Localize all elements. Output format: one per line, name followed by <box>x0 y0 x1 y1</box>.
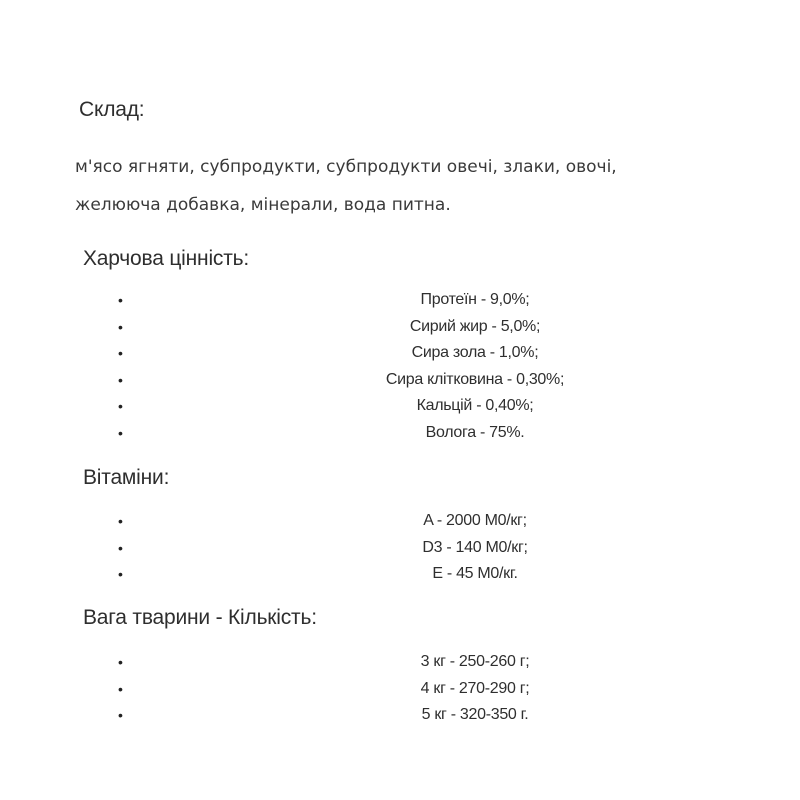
nutrition-list <box>0 287 800 447</box>
list-item <box>0 702 800 729</box>
bullet-icon: • <box>118 424 123 441</box>
nutrition-item: Сирий жир - 5,0%; <box>409 317 541 335</box>
list-item <box>0 367 800 394</box>
nutrition-item: Кальцій - 0,40%; <box>416 397 534 415</box>
bullet-icon: • <box>118 318 123 335</box>
vitamin-item: D3 - 140 М0/кг; <box>422 538 528 556</box>
vitamins-title: Вітаміни: <box>83 466 170 489</box>
nutrition-item: Протеїн - 9,0%; <box>420 291 530 308</box>
vitamins-list <box>0 508 800 588</box>
nutrition-item: Сира клітковина - 0,30%; <box>385 370 565 388</box>
vitamin-item: E - 45 М0/кг. <box>432 565 518 583</box>
nutrition-item: Сира зола - 1,0%; <box>411 344 539 362</box>
bullet-icon: • <box>118 654 123 670</box>
composition-title: Склад: <box>79 98 145 121</box>
composition-line: м'ясо ягняти, субпродукти, субпродукти овечі, злаки, овочі, <box>75 157 617 177</box>
weight-item: 4 кг - 270-290 г; <box>420 679 530 697</box>
bullet-icon: • <box>118 398 123 415</box>
bullet-icon: • <box>118 345 123 362</box>
list-item <box>0 287 800 314</box>
weight-quantity-list <box>0 649 800 729</box>
list-item <box>0 508 800 535</box>
weight-quantity-title: Вага тварини - Кількість: <box>83 606 317 629</box>
bullet-icon: • <box>118 292 123 308</box>
list-item <box>0 535 800 562</box>
nutrition-item: Волога - 75%. <box>425 423 525 441</box>
weight-item: 3 кг - 250-260 г; <box>420 653 530 670</box>
bullet-icon: • <box>118 566 123 583</box>
list-item <box>0 649 800 676</box>
bullet-icon: • <box>118 539 123 556</box>
list-item <box>0 561 800 588</box>
weight-item: 5 кг - 320-350 г. <box>421 706 529 724</box>
list-item <box>0 393 800 420</box>
bullet-icon: • <box>118 371 123 388</box>
bullet-icon: • <box>118 707 123 724</box>
composition-line: желююча добавка, мінерали, вода питна. <box>75 195 451 215</box>
list-item <box>0 314 800 341</box>
nutrition-title: Харчова цінність: <box>83 247 250 270</box>
composition-text <box>75 148 735 224</box>
list-item <box>0 340 800 367</box>
list-item <box>0 676 800 703</box>
bullet-icon: • <box>118 513 123 529</box>
list-item <box>0 420 800 447</box>
bullet-icon: • <box>118 680 123 697</box>
vitamin-item: A - 2000 М0/кг; <box>423 512 527 529</box>
